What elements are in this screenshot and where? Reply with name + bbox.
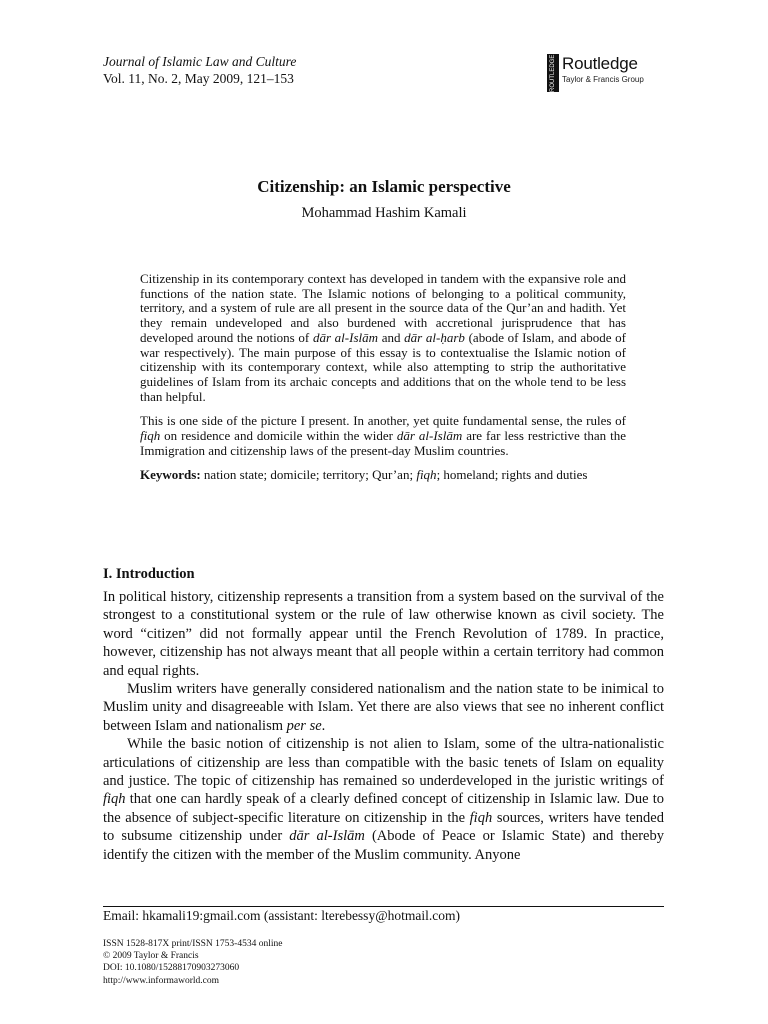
abstract-text: This is one side of the picture I present. In another, yet quite fundamental sense, the rules of: [140, 413, 626, 429]
term-fiqh: fiqh: [103, 791, 126, 808]
abstract-text: on residence and domicile within the wider: [160, 428, 397, 444]
journal-name: Journal of Islamic Law and Culture: [103, 54, 297, 69]
term-dar-al-islam: dār al-Islām: [289, 828, 365, 845]
keywords-text: ; homeland; rights and duties: [436, 467, 588, 483]
body-paragraph: [103, 735, 664, 864]
body-text-span: that one can hardly speak of a clearly defined concept of citizenship in Islamic law. Due to the absence of subject-specific literature on citizenship in the: [103, 791, 664, 826]
journal-header: [103, 53, 296, 87]
doi: DOI: 10.1080/15288170903273060: [103, 963, 240, 974]
abstract-text: are far less restrictive than the Immigration and citizenship laws of the present-day Muslim countries.: [140, 428, 626, 458]
section-heading: I. Introduction: [103, 566, 195, 582]
body-text-span: Muslim writers have generally considered nationalism and the nation state to be inimical to Muslim unity and disagreeable with Islam. Yet there are also views that see no inherent conflict between Islam and nationalism: [103, 681, 664, 734]
body-text-span: sources, writers have tended to subsume citizenship under: [103, 809, 664, 845]
abstract-paragraph: [140, 414, 626, 458]
keywords-label: Keywords:: [140, 467, 201, 483]
abstract-text: and: [378, 329, 405, 345]
volume-info: Vol. 11, No. 2, May 2009, 121–153: [103, 71, 294, 86]
term-dar-al-islam: dār al-Islām: [396, 428, 463, 444]
term-dar-al-harb: dār al-ḥarb: [404, 329, 465, 345]
footnote-divider: [103, 906, 664, 907]
body-paragraph: In political history, citizenship represents a transition from a system based on the survival of the strongest to a constitutional system or the rule of law otherwise known as civil society. The word “citizen” did not formally appear until the French Revolution of 1789. In practice, however, citizenship has not always meant that all people within a certain territory had common and equal rights.: [103, 589, 664, 679]
term-fiqh: fiqh: [416, 467, 437, 483]
body-paragraph: [103, 680, 664, 735]
abstract-paragraph: [140, 272, 626, 404]
abstract-text: Citizenship in its contemporary context has developed in tandem with the expansive role and functions of the nation state. The Islamic notions of belonging to a political community, territory, and a system of rule are all present in the source data of the Qur’an and hadith. Yet they remain undeveloped and also burdened with accretional jurisprudence that has developed around the notions of: [140, 271, 626, 345]
body-text: [103, 588, 664, 864]
publisher-url: http://www.informaworld.com: [103, 975, 220, 986]
publisher-mark: ROUTLEDGE: [547, 54, 559, 92]
keywords-text: nation state; domicile; territory; Qur’an;: [200, 467, 417, 483]
copyright: © 2009 Taylor & Francis: [103, 951, 199, 962]
issn: ISSN 1528-817X print/ISSN 1753-4534 online: [103, 939, 283, 949]
abstract: [140, 272, 626, 483]
term-per-se: per se: [286, 717, 322, 734]
article-title: Citizenship: an Islamic perspective: [257, 177, 511, 196]
abstract-text: (abode of Islam, and abode of war respectively). The main purpose of this essay is to contextualise the Islamic notion of citizenship with its contemporary context, while also attempting to strip the authoritative guidelines of Islam from its archaic concepts and additions that on the whole tend to be less than helpful.: [140, 329, 626, 404]
publisher-logo: [547, 54, 644, 94]
term-fiqh: fiqh: [469, 809, 493, 826]
keywords: [140, 468, 626, 483]
body-text-span: .: [321, 717, 326, 734]
publisher-name: Routledge: [562, 54, 638, 73]
term-dar-al-islam: dār al-Islām: [312, 329, 379, 345]
body-text-span: While the basic notion of citizenship is not alien to Islam, some of the ultra-nationalistic articulations of citizenship are less than compatible with the basic tenets of Islam on equality and justice. The topic of citizenship has remained so underdeveloped in the juristic writings of: [103, 736, 664, 790]
author-email: Email: hkamali19:gmail.com (assistant: lterebessy@hotmail.com): [103, 908, 460, 923]
body-text-span: (Abode of Peace or Islamic State) and thereby identify the citizen with the member of the Muslim community. Anyone: [103, 828, 664, 863]
article-author: Mohammad Hashim Kamali: [301, 205, 467, 221]
publisher-group: Taylor & Francis Group: [562, 75, 644, 84]
colophon: [103, 938, 282, 987]
term-fiqh: fiqh: [140, 428, 161, 444]
